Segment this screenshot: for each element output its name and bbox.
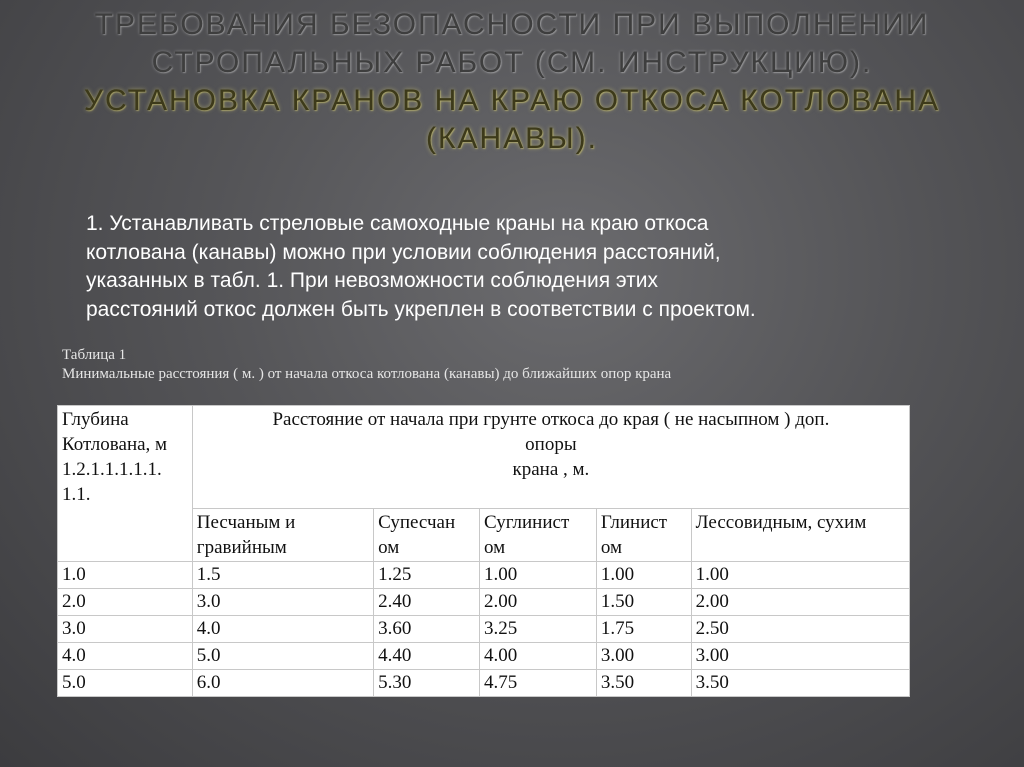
title-line-1: ТРЕБОВАНИЯ БЕЗОПАСНОСТИ ПРИ ВЫПОЛНЕНИИ — [94, 8, 930, 41]
table-cell: 3.50 — [596, 670, 691, 697]
table-cell: 3.00 — [596, 643, 691, 670]
table-cell: 1.25 — [374, 562, 480, 589]
distance-header-line: Расстояние от начала при грунте откоса до края ( не насыпном ) доп. — [272, 409, 830, 430]
table-label: Таблица 1 — [62, 347, 127, 363]
soil-header-line: Песчаным и — [196, 512, 296, 533]
table-cell: 5.0 — [58, 670, 193, 697]
table-row — [58, 562, 910, 589]
table-cell: 3.0 — [58, 616, 193, 643]
table-cell: 2.0 — [58, 589, 193, 616]
distance-header-line: опоры — [525, 434, 577, 455]
soil-header-line: Суглинист — [484, 512, 570, 533]
table-row — [58, 616, 910, 643]
table-cell: 4.75 — [480, 670, 597, 697]
title-line-2: СТРОПАЛЬНЫХ РАБОТ (СМ. ИНСТРУКЦИЮ). — [151, 46, 873, 79]
paragraph-line-4: расстояний откос должен быть укреплен в соответствии с проектом. — [86, 297, 756, 321]
slide-title — [40, 6, 984, 158]
soil-header-line: ом — [378, 537, 400, 558]
table-cell: 3.60 — [374, 616, 480, 643]
table-cell: 4.00 — [480, 643, 597, 670]
depth-header-cell — [58, 406, 193, 562]
distance-table — [57, 405, 910, 697]
table-caption — [62, 346, 671, 384]
table-cell: 4.40 — [374, 643, 480, 670]
depth-header-line: 1.2.1.1.1.1.1. — [62, 459, 162, 480]
table-cell: 4.0 — [58, 643, 193, 670]
soil-header-line: ом — [484, 537, 506, 558]
soil-header-sandy-loam — [374, 509, 480, 562]
soil-header-line: гравийным — [196, 537, 287, 558]
table-cell: 1.00 — [596, 562, 691, 589]
table-cell: 1.50 — [596, 589, 691, 616]
soil-header-sandy — [192, 509, 373, 562]
table-header-row — [58, 406, 910, 509]
table-cell: 2.00 — [691, 589, 909, 616]
distance-header-cell — [192, 406, 909, 509]
soil-header-clay — [596, 509, 691, 562]
table-cell: 6.0 — [192, 670, 373, 697]
soil-header-loam — [480, 509, 597, 562]
table-row — [58, 643, 910, 670]
distance-header-line: крана , м. — [512, 459, 590, 480]
title-line-4: (КАНАВЫ). — [425, 122, 599, 155]
table-row — [58, 670, 910, 697]
soil-header-loess — [691, 509, 909, 562]
table-cell: 1.5 — [192, 562, 373, 589]
table-cell: 3.0 — [192, 589, 373, 616]
table-row — [58, 589, 910, 616]
title-line-3: УСТАНОВКА КРАНОВ НА КРАЮ ОТКОСА КОТЛОВАНА — [83, 84, 941, 117]
table-cell: 5.30 — [374, 670, 480, 697]
paragraph-line-3: указанных в табл. 1. При невозможности соблюдения этих — [86, 269, 659, 292]
table-cell: 5.0 — [192, 643, 373, 670]
table-cell: 2.00 — [480, 589, 597, 616]
soil-header-line: ом — [600, 537, 622, 558]
table-cell: 2.40 — [374, 589, 480, 616]
table-cell: 1.00 — [691, 562, 909, 589]
table-cell: 3.50 — [691, 670, 909, 697]
depth-header-line: 1.1. — [62, 484, 91, 505]
table-cell: 1.75 — [596, 616, 691, 643]
table-cell: 3.00 — [691, 643, 909, 670]
depth-header-line: Котлована, м — [62, 434, 168, 455]
soil-header-line: Лессовидным, сухим — [695, 512, 867, 533]
soil-header-line: Глинист — [600, 512, 668, 533]
depth-header-line: Глубина — [62, 409, 129, 430]
paragraph-line-1: 1. Устанавливать стреловые самоходные краны на краю откоса — [86, 212, 709, 235]
table-cell: 1.00 — [480, 562, 597, 589]
table-cell: 3.25 — [480, 616, 597, 643]
soil-header-line: Супесчан — [378, 512, 456, 533]
paragraph-line-2: котлована (канавы) можно при условии соблюдения расстояний, — [86, 240, 721, 264]
table-cell: 1.0 — [58, 562, 193, 589]
table-cell: 2.50 — [691, 616, 909, 643]
instruction-paragraph — [86, 210, 966, 324]
table-caption-text: Минимальные расстояния ( м. ) от начала откоса котлована (канавы) до ближайших опор крана — [62, 366, 672, 382]
table-cell: 4.0 — [192, 616, 373, 643]
